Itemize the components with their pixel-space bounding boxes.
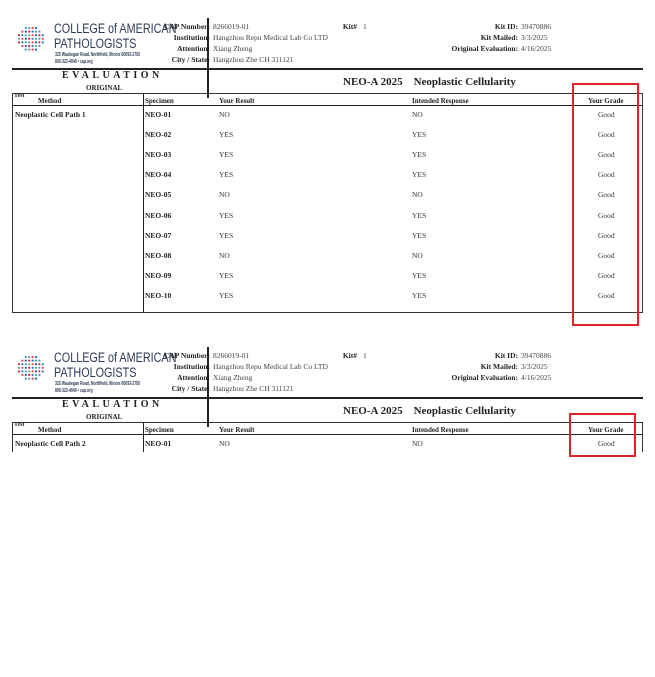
col-your-grade: Your Grade [588, 97, 624, 105]
cap-number: 8266019-01 [213, 351, 250, 360]
grade-cell: Good [598, 210, 615, 220]
city: Hangzhou Zhe CH 311121 [213, 384, 294, 393]
grade-cell: Good [598, 439, 615, 448]
city-label: City / State: [171, 384, 210, 393]
intended-response-cell: YES [412, 210, 427, 220]
col-test: Test [14, 93, 25, 99]
your-result-cell: YES [219, 270, 234, 280]
attention: Xiang Zheng [213, 44, 253, 53]
grade-cell: Good [598, 190, 615, 200]
col-intended-response: Intended Response [412, 426, 469, 434]
your-result-cell: YES [219, 290, 234, 300]
cap-logo-icon [17, 26, 45, 52]
original-eval: 4/16/2025 [521, 44, 552, 53]
col-specimen: Specimen [145, 426, 174, 434]
your-result-cell: YES [219, 210, 234, 220]
specimen-cell: NEO-04 [145, 170, 172, 180]
your-result-cell: NO [219, 110, 230, 119]
table-row [0, 291, 655, 303]
institution-label: Institution: [173, 33, 210, 42]
kit-label: Kit# [342, 351, 357, 360]
kit-mailed: 3/3/2025 [521, 362, 548, 371]
your-result-cell: NO [219, 190, 230, 200]
intended-response-cell: YES [412, 130, 427, 140]
specimen-cell: NEO-03 [145, 150, 172, 160]
intended-response-cell: NO [412, 190, 423, 200]
evaluation-title: EVALUATION [62, 399, 163, 410]
intended-response-cell: YES [412, 290, 427, 300]
intended-response-cell: YES [412, 230, 427, 240]
your-result-cell: NO [219, 439, 230, 448]
intended-response-cell: YES [412, 150, 427, 160]
grade-cell: Good [598, 130, 615, 140]
logo-address: 325 Waukegan Road, Northfield, Illinois 60093-2750 [55, 52, 141, 58]
attention: Xiang Zheng [213, 373, 253, 382]
kit-mailed-label: Kit Mailed: [480, 33, 518, 42]
evaluation-title: EVALUATION [62, 70, 163, 81]
specimen-cell: NEO-02 [145, 130, 172, 140]
specimen-cell: NEO-06 [145, 210, 172, 220]
city-label: City / State: [171, 55, 210, 64]
col-your-result: Your Result [219, 426, 255, 434]
table-header-rule [12, 434, 643, 435]
col-test: Test [14, 422, 25, 428]
specimen-cell: NEO-08 [145, 250, 172, 260]
col-method: Method [38, 97, 62, 105]
table-row [0, 150, 655, 162]
logo-line2: PATHOLOGISTS [54, 365, 137, 380]
grade-cell: Good [598, 250, 615, 260]
intended-response-cell: YES [412, 170, 427, 180]
col-method: Method [38, 426, 62, 434]
report-page [0, 347, 655, 677]
logo-contact: 800-323-4040 • cap.org [55, 59, 93, 65]
program-title: NEO-A 2025 Neoplastic Cellularity [343, 405, 516, 417]
institution: Hangzhou Repu Medical Lab Co LTD [213, 362, 328, 371]
kit-id: 39470886 [521, 22, 551, 31]
your-result-cell: YES [219, 170, 234, 180]
grade-cell: Good [598, 170, 615, 180]
program-title: NEO-A 2025 Neoplastic Cellularity [343, 76, 516, 88]
attention-label: Attention: [177, 373, 210, 382]
original-eval-label: Original Evaluation: [451, 44, 518, 53]
kit-number: 1 [363, 351, 367, 360]
cap-number: 8266019-01 [213, 22, 250, 31]
grade-cell: Good [598, 270, 615, 280]
kit-id-label: Kit ID: [494, 351, 518, 360]
your-result-cell: NO [219, 250, 230, 260]
institution-label: Institution: [173, 362, 210, 371]
table-row [0, 251, 655, 263]
table-header-rule [12, 105, 643, 106]
table-row [0, 211, 655, 223]
col-specimen: Specimen [145, 97, 174, 105]
cap-logo-icon [17, 355, 45, 381]
your-result-cell: YES [219, 150, 234, 160]
specimen-cell: NEO-01 [145, 110, 172, 119]
grade-cell: Good [598, 230, 615, 240]
kit-mailed: 3/3/2025 [521, 33, 548, 42]
original-eval-label: Original Evaluation: [451, 373, 518, 382]
kit-number: 1 [363, 22, 367, 31]
table-row [0, 110, 655, 122]
logo-contact: 800-323-4040 • cap.org [55, 388, 93, 394]
intended-response-cell: NO [412, 110, 423, 119]
table-row [0, 130, 655, 142]
original-eval: 4/16/2025 [521, 373, 552, 382]
grade-cell: Good [598, 150, 615, 160]
specimen-cell: NEO-10 [145, 290, 172, 300]
table-row [0, 439, 655, 451]
cap-number-label: CAP Number: [163, 351, 210, 360]
col-intended-response: Intended Response [412, 97, 469, 105]
evaluation-subtitle: ORIGINAL [86, 413, 123, 421]
logo-line1: COLLEGE of AMERICAN [54, 350, 177, 365]
specimen-cell: NEO-05 [145, 190, 172, 200]
table-row [0, 231, 655, 243]
test-name: Neoplastic Cell Path 1 [15, 110, 86, 119]
report-page [0, 18, 655, 348]
kit-id: 39470886 [521, 351, 551, 360]
kit-id-label: Kit ID: [494, 22, 518, 31]
table-row [0, 190, 655, 202]
your-result-cell: YES [219, 130, 234, 140]
your-result-cell: YES [219, 230, 234, 240]
kit-label: Kit# [342, 22, 357, 31]
city: Hangzhou Zhe CH 311121 [213, 55, 294, 64]
intended-response-cell: NO [412, 250, 423, 260]
kit-mailed-label: Kit Mailed: [480, 362, 518, 371]
logo-line1: COLLEGE of AMERICAN [54, 21, 177, 36]
specimen-cell: NEO-09 [145, 270, 172, 280]
institution: Hangzhou Repu Medical Lab Co LTD [213, 33, 328, 42]
grade-cell: Good [598, 290, 615, 300]
logo-address: 325 Waukegan Road, Northfield, Illinois 60093-2750 [55, 381, 141, 387]
specimen-cell: NEO-07 [145, 230, 172, 240]
logo-line2: PATHOLOGISTS [54, 36, 137, 51]
col-your-grade: Your Grade [588, 426, 624, 434]
intended-response-cell: YES [412, 270, 427, 280]
table-row [0, 271, 655, 283]
col-your-result: Your Result [219, 97, 255, 105]
test-name: Neoplastic Cell Path 2 [15, 439, 86, 448]
table-row [0, 170, 655, 182]
evaluation-subtitle: ORIGINAL [86, 84, 123, 92]
attention-label: Attention: [177, 44, 210, 53]
grade-highlight-box [569, 413, 636, 457]
cap-number-label: CAP Number: [163, 22, 210, 31]
specimen-cell: NEO-01 [145, 439, 172, 448]
intended-response-cell: NO [412, 439, 423, 448]
grade-cell: Good [598, 110, 615, 119]
grade-highlight-box [572, 83, 639, 326]
